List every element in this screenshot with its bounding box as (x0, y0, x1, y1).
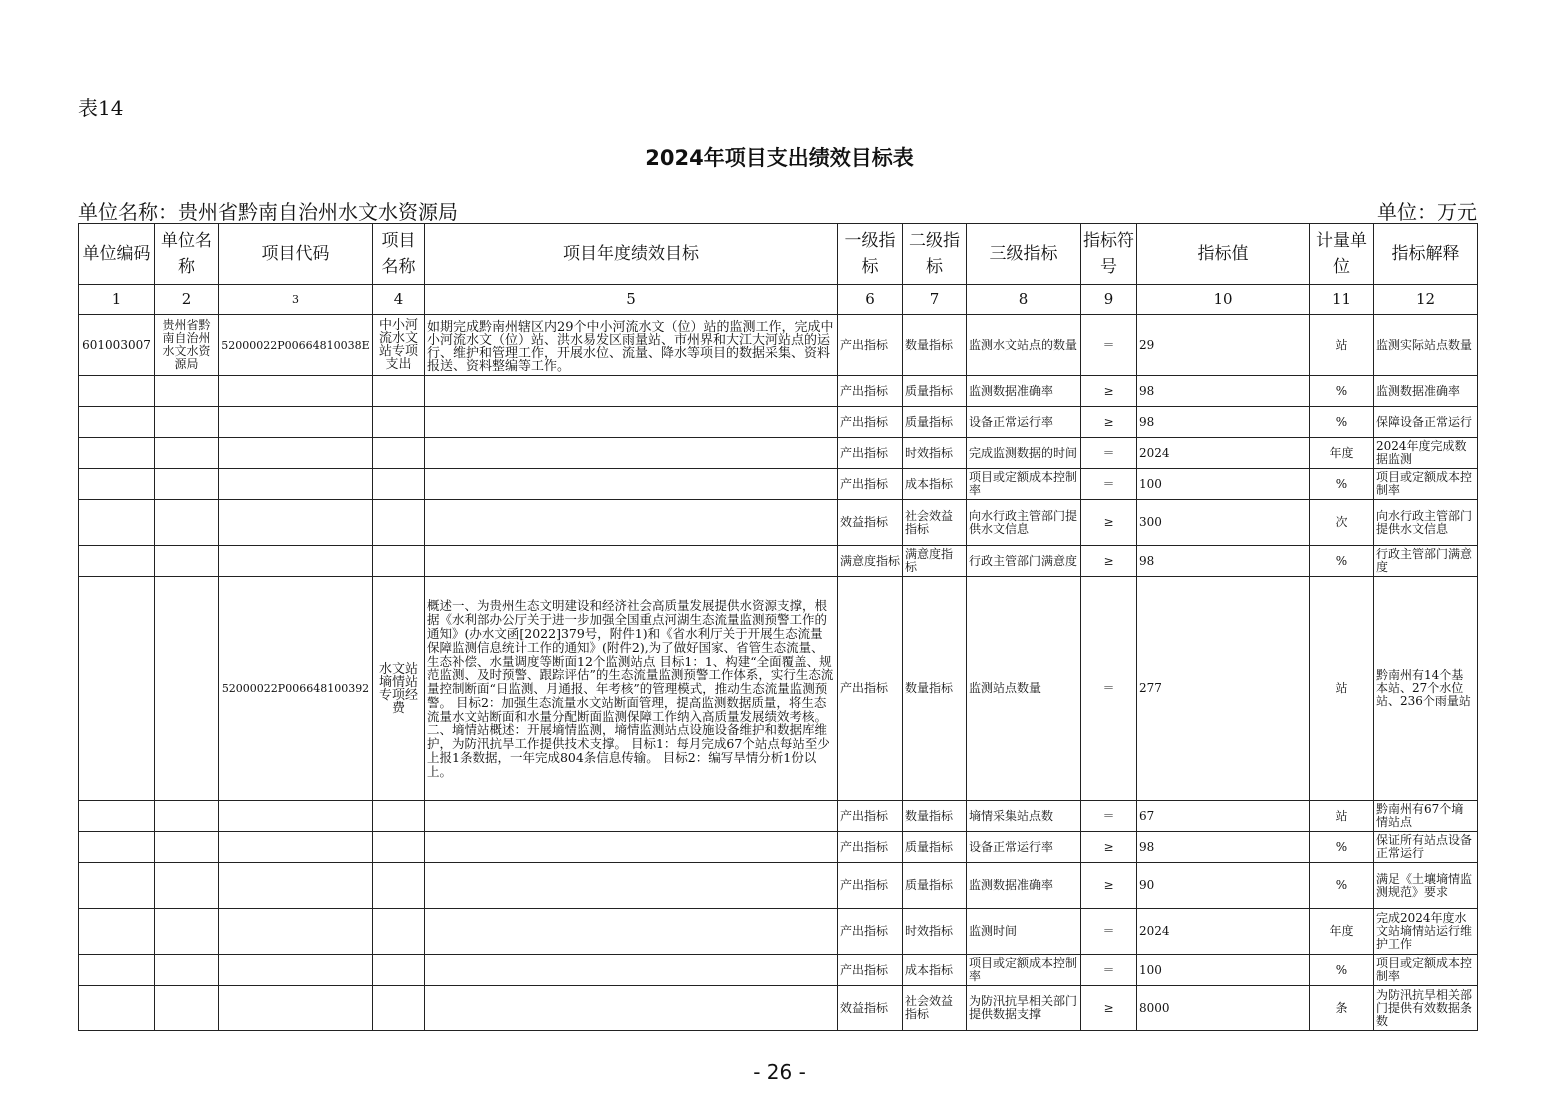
unit-measure: 单位：万元 (1377, 200, 1477, 224)
level3-indicator: 行政主管部门满意度 (967, 546, 1081, 577)
level1-indicator: 效益指标 (838, 986, 903, 1031)
col-number: 10 (1137, 285, 1310, 315)
level2-indicator: 质量指标 (903, 832, 967, 863)
indicator-note: 保障设备正常运行 (1374, 407, 1478, 438)
level1-indicator: 产出指标 (838, 407, 903, 438)
level3-indicator: 项目或定额成本控制率 (967, 469, 1081, 500)
header-cell: 一级指标 (838, 224, 903, 285)
indicator-symbol: ≥ (1081, 986, 1137, 1031)
project-name-cell: 水文站墒情站专项经费 (373, 577, 425, 801)
header-cell: 项目年度绩效目标 (425, 224, 838, 285)
header-cell: 项目代码 (219, 224, 373, 285)
project-code-cell: 52000022P00664810038E (219, 315, 373, 376)
measure-unit: % (1310, 376, 1374, 407)
header-cell: 二级指标 (903, 224, 967, 285)
level1-indicator: 满意度指标 (838, 546, 903, 577)
indicator-note: 监测实际站点数量 (1374, 315, 1478, 376)
level3-indicator: 监测数据准确率 (967, 376, 1081, 407)
level1-indicator: 产出指标 (838, 955, 903, 986)
level3-indicator: 监测水文站点的数量 (967, 315, 1081, 376)
indicator-symbol: ＝ (1081, 955, 1137, 986)
col-number: 9 (1081, 285, 1137, 315)
level1-indicator: 产出指标 (838, 438, 903, 469)
level2-indicator: 数量指标 (903, 315, 967, 376)
indicator-symbol: ≥ (1081, 546, 1137, 577)
header-cell: 计量单位 (1310, 224, 1374, 285)
level2-indicator: 成本指标 (903, 469, 967, 500)
level2-indicator: 时效指标 (903, 909, 967, 955)
measure-unit: 站 (1310, 315, 1374, 376)
measure-unit: 站 (1310, 577, 1374, 801)
level1-indicator: 产出指标 (838, 469, 903, 500)
col-number: 2 (155, 285, 219, 315)
table-row (79, 500, 1478, 546)
indicator-note: 黔南州有67个墒情站点 (1374, 801, 1478, 832)
level2-indicator: 社会效益指标 (903, 500, 967, 546)
level2-indicator: 质量指标 (903, 863, 967, 909)
col-number: 8 (967, 285, 1081, 315)
level1-indicator: 产出指标 (838, 801, 903, 832)
col-number: 1 (79, 285, 155, 315)
project-objective-cell: 如期完成黔南州辖区内29个中小河流水文（位）站的监测工作，完成中小河流水文（位）站、洪水易发区雨量站、市州界和大江大河站点的运行、维护和管理工作，开展水位、流量、降水等项目的数据采集、资料报送、资料整编等工作。 (425, 315, 838, 376)
level2-indicator: 时效指标 (903, 438, 967, 469)
level3-indicator: 监测数据准确率 (967, 863, 1081, 909)
project-name-cell: 中小河流水文站专项支出 (373, 315, 425, 376)
measure-unit: 站 (1310, 801, 1374, 832)
indicator-symbol: ≥ (1081, 376, 1137, 407)
col-number: 11 (1310, 285, 1374, 315)
indicator-value: 98 (1137, 832, 1310, 863)
indicator-note: 项目或定额成本控制率 (1374, 955, 1478, 986)
table-row (79, 832, 1478, 863)
header-cell: 三级指标 (967, 224, 1081, 285)
indicator-value: 29 (1137, 315, 1310, 376)
indicator-value: 100 (1137, 469, 1310, 500)
project-code-cell: 52000022P006648100392 (219, 577, 373, 801)
table-row (79, 315, 1478, 376)
measure-unit: % (1310, 407, 1374, 438)
measure-unit: % (1310, 832, 1374, 863)
indicator-symbol: ≥ (1081, 863, 1137, 909)
measure-unit: % (1310, 955, 1374, 986)
page-number: - 26 - (753, 1060, 806, 1084)
level3-indicator: 为防汛抗旱相关部门提供数据支撑 (967, 986, 1081, 1031)
header-cell: 指标解释 (1374, 224, 1478, 285)
indicator-value: 67 (1137, 801, 1310, 832)
measure-unit: 年度 (1310, 438, 1374, 469)
indicator-note: 完成2024年度水文站墒情站运行维护工作 (1374, 909, 1478, 955)
header-row (79, 224, 1478, 285)
page-title: 2024年项目支出绩效目标表 (645, 146, 914, 170)
indicator-note: 行政主管部门满意度 (1374, 546, 1478, 577)
level2-indicator: 数量指标 (903, 801, 967, 832)
indicator-symbol: ≥ (1081, 500, 1137, 546)
level1-indicator: 产出指标 (838, 909, 903, 955)
indicator-value: 98 (1137, 407, 1310, 438)
table-row (79, 438, 1478, 469)
table-row (79, 801, 1478, 832)
indicator-note: 为防汛抗旱相关部门提供有效数据条数 (1374, 986, 1478, 1031)
indicator-value: 90 (1137, 863, 1310, 909)
indicator-note: 满足《土壤墒情监测规范》要求 (1374, 863, 1478, 909)
indicator-value: 98 (1137, 376, 1310, 407)
header-cell: 指标值 (1137, 224, 1310, 285)
measure-unit: 次 (1310, 500, 1374, 546)
level2-indicator: 社会效益指标 (903, 986, 967, 1031)
indicator-note: 黔南州有14个基本站、27个水位站、236个雨量站 (1374, 577, 1478, 801)
indicator-value: 8000 (1137, 986, 1310, 1031)
level3-indicator: 项目或定额成本控制率 (967, 955, 1081, 986)
indicator-value: 100 (1137, 955, 1310, 986)
table-row (79, 863, 1478, 909)
indicator-value: 277 (1137, 577, 1310, 801)
indicator-note: 向水行政主管部门提供水文信息 (1374, 500, 1478, 546)
level2-indicator: 满意度指标 (903, 546, 967, 577)
col-number: 4 (373, 285, 425, 315)
indicator-value: 98 (1137, 546, 1310, 577)
level1-indicator: 产出指标 (838, 577, 903, 801)
indicator-symbol: ≥ (1081, 407, 1137, 438)
level3-indicator: 监测站点数量 (967, 577, 1081, 801)
table-row (79, 986, 1478, 1031)
level2-indicator: 成本指标 (903, 955, 967, 986)
col-number: 6 (838, 285, 903, 315)
table-row (79, 546, 1478, 577)
indicator-symbol: ＝ (1081, 315, 1137, 376)
measure-unit: 年度 (1310, 909, 1374, 955)
level2-indicator: 质量指标 (903, 376, 967, 407)
indicator-value: 300 (1137, 500, 1310, 546)
level3-indicator: 监测时间 (967, 909, 1081, 955)
measure-unit: % (1310, 546, 1374, 577)
level3-indicator: 完成监测数据的时间 (967, 438, 1081, 469)
indicator-symbol: ＝ (1081, 801, 1137, 832)
col-number: 5 (425, 285, 838, 315)
col-number: 3 (219, 285, 373, 315)
table-row (79, 955, 1478, 986)
col-number: 7 (903, 285, 967, 315)
header-cell: 单位名称 (155, 224, 219, 285)
level1-indicator: 效益指标 (838, 500, 903, 546)
measure-unit: % (1310, 863, 1374, 909)
col-number: 12 (1374, 285, 1478, 315)
table-row (79, 376, 1478, 407)
unit-line (78, 196, 1477, 225)
level3-indicator: 设备正常运行率 (967, 832, 1081, 863)
indicator-note: 监测数据准确率 (1374, 376, 1478, 407)
table-label: 表14 (78, 96, 124, 120)
indicator-note: 项目或定额成本控制率 (1374, 469, 1478, 500)
level1-indicator: 产出指标 (838, 315, 903, 376)
level1-indicator: 产出指标 (838, 863, 903, 909)
level3-indicator: 墒情采集站点数 (967, 801, 1081, 832)
level3-indicator: 向水行政主管部门提供水文信息 (967, 500, 1081, 546)
indicator-symbol: ≥ (1081, 832, 1137, 863)
indicator-symbol: ＝ (1081, 577, 1137, 801)
indicator-symbol: ＝ (1081, 438, 1137, 469)
unit-code-cell: 601003007 (79, 315, 155, 376)
level2-indicator: 数量指标 (903, 577, 967, 801)
level3-indicator: 设备正常运行率 (967, 407, 1081, 438)
table-row (79, 407, 1478, 438)
header-cell: 项目名称 (373, 224, 425, 285)
indicator-note: 保证所有站点设备正常运行 (1374, 832, 1478, 863)
level1-indicator: 产出指标 (838, 376, 903, 407)
level2-indicator: 质量指标 (903, 407, 967, 438)
table-row (79, 469, 1478, 500)
header-cell: 指标符号 (1081, 224, 1137, 285)
header-cell: 单位编码 (79, 224, 155, 285)
column-number-row (79, 285, 1478, 315)
measure-unit: % (1310, 469, 1374, 500)
performance-table (78, 223, 1478, 1031)
unit-name-cell: 贵州省黔南自治州水文水资源局 (155, 315, 219, 376)
indicator-value: 2024 (1137, 909, 1310, 955)
measure-unit: 条 (1310, 986, 1374, 1031)
table-row (79, 909, 1478, 955)
table-row (79, 577, 1478, 801)
indicator-symbol: ＝ (1081, 469, 1137, 500)
project-objective-cell: 概述一、为贵州生态文明建设和经济社会高质量发展提供水资源支撑，根据《水利部办公厅关于进一步加强全国重点河湖生态流量监测预警工作的通知》(办水文函[2022]379号，附件1)和《省水利厅关于开展生态流量保障监测信息统计工作的通知》(附件2),为了做好国家、省管生态流量、生态补偿、水量调度等断面12个监测站点 目标1：1、构建“全面覆盖、规范监测、及时预警、跟踪评估”的生态流量监测预警工作体系，实行生态流量控制断面“日监测、月通报、年考核”的管理模式，推动生态流量监测预警。 目标2：加强生态流量水文站断面管理，提高监测数据质量，将生态流量水文站断面和水量分配断面监测保障工作纳入高质量发展绩效考核。 二、墒情站概述：开展墒情监测，墒情监测站点设施设备维护和数据库维护，为防汛抗旱工作提供技术支撑。 目标1：每月完成67个站点每站至少上报1条数据，一年完成804条信息传输。 目标2：编写旱情分析1份以上。 (425, 577, 838, 801)
indicator-note: 2024年度完成数据监测 (1374, 438, 1478, 469)
indicator-value: 2024 (1137, 438, 1310, 469)
indicator-symbol: ＝ (1081, 909, 1137, 955)
unit-name: 单位名称：贵州省黔南自治州水文水资源局 (78, 200, 458, 224)
level1-indicator: 产出指标 (838, 832, 903, 863)
